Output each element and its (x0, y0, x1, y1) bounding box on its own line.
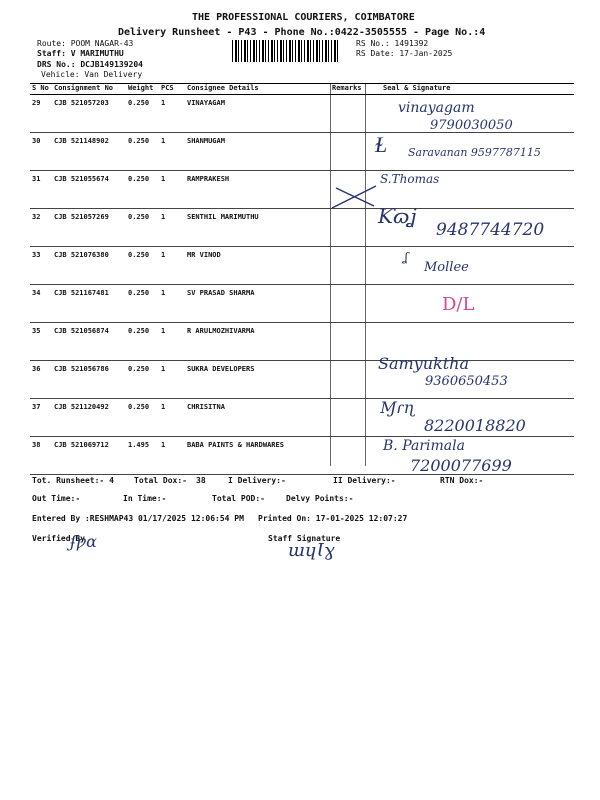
column-header: Seal & Signature (365, 84, 574, 95)
pcs-cell: 1 (161, 441, 166, 449)
staff-signature: ɯɥƖɣ (288, 540, 335, 561)
column-header: Consignment No (52, 84, 126, 95)
handwritten-name: Samyuktha (378, 354, 469, 373)
remarks-cell (330, 399, 365, 437)
weight-cell: 0.250 (128, 403, 150, 411)
serial-number: 33 (32, 251, 41, 259)
verified-by-label: Verified By (32, 534, 85, 543)
column-header: S No (30, 84, 52, 95)
handwritten-name: Mollee (424, 260, 469, 275)
column-header: Weight (126, 84, 159, 95)
remarks-cell (330, 209, 365, 247)
weight-cell: 0.250 (128, 289, 150, 297)
rs-number: RS No.: 1491392 (356, 39, 429, 48)
weight-cell: 0.250 (128, 251, 150, 259)
serial-number: 31 (32, 175, 41, 183)
consignment-number: CJB 521056786 (54, 365, 109, 373)
pcs-cell: 1 (161, 251, 166, 259)
total-runsheet: Tot. Runsheet:- 4 (32, 476, 114, 485)
consignment-number: CJB 521167481 (54, 289, 109, 297)
column-header: PCS (159, 84, 185, 95)
consignment-number: CJB 521120492 (54, 403, 109, 411)
serial-number: 38 (32, 441, 41, 449)
handwritten-phone: 9790030050 (430, 118, 513, 133)
serial-number: 29 (32, 99, 41, 107)
remarks-cell (330, 361, 365, 399)
column-header: Consignee Details (185, 84, 330, 95)
weight-cell: 0.250 (128, 137, 150, 145)
entered-by: Entered By :RESHMAP43 01/17/2025 12:06:54 PM (32, 514, 244, 523)
serial-number: 36 (32, 365, 41, 373)
consignment-number: CJB 521056874 (54, 327, 109, 335)
consignment-number: CJB 521057269 (54, 213, 109, 221)
vehicle-label: Vehicle: Van Delivery (41, 70, 143, 79)
pcs-cell: 1 (161, 289, 166, 297)
serial-number: 35 (32, 327, 41, 335)
delivery-points-label: Delvy Points:- (286, 494, 354, 503)
weight-cell: 1.495 (128, 441, 150, 449)
total-dox-value: 38 (196, 476, 206, 485)
handwritten-name: S.Thomas (380, 172, 440, 186)
pcs-cell: 1 (161, 403, 166, 411)
consignee-cell: CHRISITNA (187, 403, 225, 411)
cross-mark (330, 182, 380, 212)
pcs-cell: 1 (161, 175, 166, 183)
pcs-cell: 1 (161, 327, 166, 335)
serial-number: 34 (32, 289, 41, 297)
total-dox-label: Total Dox:- (134, 476, 187, 485)
out-time-label: Out Time:- (32, 494, 81, 503)
consignee-cell: SUKRA DEVELOPERS (187, 365, 255, 373)
printed-on: Printed On: 17-01-2025 12:07:27 (258, 514, 408, 523)
weight-cell: 0.250 (128, 213, 150, 221)
consignment-number: CJB 521148902 (54, 137, 109, 145)
consignee-cell: MR VINOD (187, 251, 221, 259)
weight-cell: 0.250 (128, 327, 150, 335)
pcs-cell: 1 (161, 365, 166, 373)
consignment-number: CJB 521055674 (54, 175, 109, 183)
handwritten-name: vinayagam (398, 100, 475, 116)
table-header-row (30, 84, 574, 95)
in-time-label: In Time:- (123, 494, 167, 503)
table-row (30, 247, 574, 285)
handwritten-phone: 8220018820 (424, 416, 526, 435)
consignment-number: CJB 521057203 (54, 99, 109, 107)
drs-label: DRS No.: DCJB149139204 (37, 60, 143, 69)
company-name: THE PROFESSIONAL COURIERS, COIMBATORE (192, 12, 415, 23)
pcs-cell: 1 (161, 99, 166, 107)
consignee-cell: SHANMUGAM (187, 137, 225, 145)
ii-delivery-label: II Delivery:- (333, 476, 396, 485)
verifier-signature: ʄƿɑ (70, 532, 97, 551)
table-row (30, 171, 574, 209)
consignee-cell: VINAYAGAM (187, 99, 225, 107)
consignee-cell: SV PRASAD SHARMA (187, 289, 255, 297)
staff-signature-label: Staff Signature (268, 534, 341, 543)
consignment-number: CJB 521076380 (54, 251, 109, 259)
staff-label: Staff: V MARIMUTHU (37, 49, 124, 58)
runsheet-subtitle: Delivery Runsheet - P43 - Phone No.:0422-3505555 - Page No.:4 (118, 27, 486, 38)
consignee-cell: R ARULMOZHIVARMA (187, 327, 255, 335)
signature-scribble: ʆ (404, 250, 408, 264)
handwritten-name: B. Parimala (383, 438, 465, 454)
handwritten-phone: 9360650453 (425, 374, 508, 389)
rs-date: RS Date: 17-Jan-2025 (356, 49, 453, 58)
pcs-cell: 1 (161, 137, 166, 145)
i-delivery-label: I Delivery:- (228, 476, 286, 485)
handwritten-phone: 7200077699 (410, 456, 512, 475)
weight-cell: 0.250 (128, 175, 150, 183)
table-row (30, 285, 574, 323)
serial-number: 32 (32, 213, 41, 221)
signature-cell (365, 247, 574, 285)
remarks-cell (330, 285, 365, 323)
pcs-cell: 1 (161, 213, 166, 221)
weight-cell: 0.250 (128, 365, 150, 373)
route-label: Route: POOM NAGAR-43 (37, 39, 134, 48)
table-row (30, 323, 574, 361)
barcode (232, 40, 340, 62)
remarks-cell (330, 95, 365, 133)
remarks-cell (330, 133, 365, 171)
column-header: Remarks (330, 84, 365, 95)
consignee-cell: RAMPRAKESH (187, 175, 230, 183)
signature-scribble: Ƙɷʝ (378, 204, 417, 228)
weight-cell: 0.250 (128, 99, 150, 107)
delivered-mark: D/L (442, 294, 475, 315)
remarks-cell (330, 247, 365, 285)
signature-scribble: Ɱɾɳ (380, 398, 415, 417)
remarks-cell (330, 437, 365, 475)
handwritten-name-phone: Saravanan 9597787115 (408, 146, 541, 159)
rtn-dox-label: RTN Dox:- (440, 476, 484, 485)
handwritten-phone: 9487744720 (436, 220, 545, 240)
signature-scribble: Ɫ (375, 133, 388, 158)
consignment-number: CJB 521069712 (54, 441, 109, 449)
consignee-cell: BABA PAINTS & HARDWARES (187, 441, 284, 449)
consignee-cell: SENTHIL MARIMUTHU (187, 213, 259, 221)
total-pod-label: Total POD:- (212, 494, 265, 503)
serial-number: 37 (32, 403, 41, 411)
serial-number: 30 (32, 137, 41, 145)
remarks-cell (330, 323, 365, 361)
